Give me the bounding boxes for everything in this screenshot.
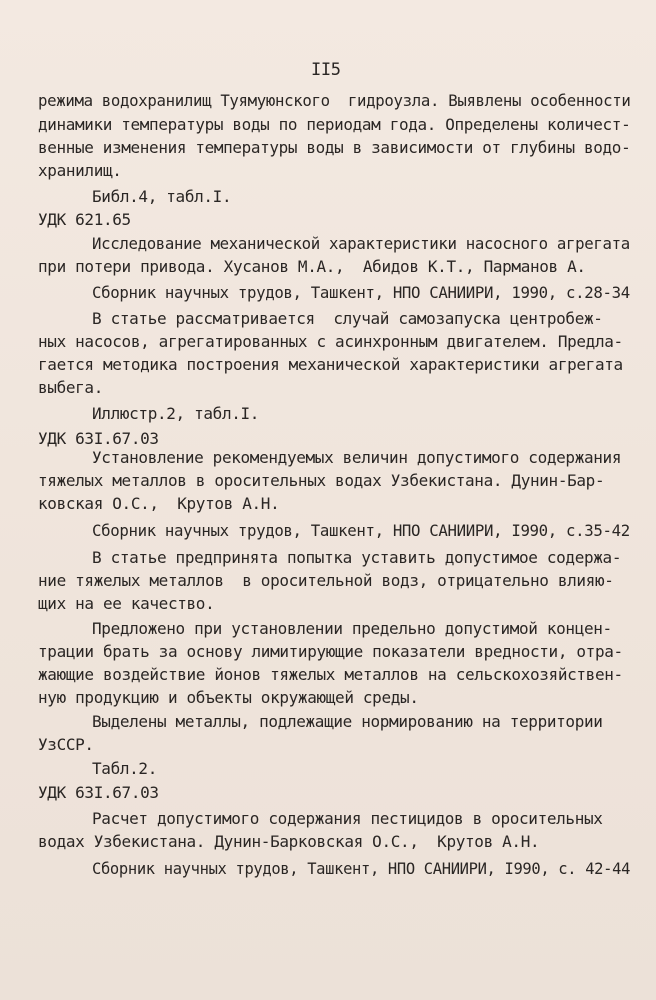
article-title: водах Узбекистана. Дунин-Барковская О.С., Крутов А.Н.	[38, 832, 540, 851]
abstract-line: Предложено при установлении предельно допустимой концен-	[92, 619, 612, 638]
article-title: Установление рекомендуемых величин допустимого содержания	[92, 448, 622, 467]
abstract-line: гается методика построения механической характеристики агрегата	[38, 355, 623, 374]
article-title: Исследование механической характеристики насосного агрегата	[92, 234, 630, 253]
udc-code: УДК 621.65	[38, 210, 131, 229]
article-title: тяжелых металлов в оросительных водах Узбекистана. Дунин-Бар-	[38, 471, 605, 490]
article-title: Расчет допустимого содержания пестицидов в оросительных	[92, 809, 603, 828]
abstract-line: щих на ее качество.	[38, 594, 215, 613]
abstract-line: выбега.	[38, 378, 103, 397]
source-line: Сборник научных трудов, Ташкент, НПО САНИИРИ, I990, с. 42-44	[92, 859, 631, 878]
article-title: при потери привода. Хусанов М.А., Абидов К.Т., Парманов А.	[38, 257, 586, 276]
source-line: Сборник научных трудов, Ташкент, НПО САНИИРИ, I990, с.35-42	[92, 521, 630, 540]
text-line: режима водохранилищ Туямуюнского гидроузла. Выявлены особенности	[38, 91, 631, 110]
article-title: ковская О.С., Крутов А.Н.	[38, 494, 280, 513]
abstract-line: В статье рассматривается случай самозапуска центробеж-	[92, 309, 603, 328]
bibliography-note: Табл.2.	[92, 759, 157, 778]
abstract-line: УзССР.	[38, 735, 94, 754]
bibliography-note: Библ.4, табл.I.	[92, 187, 232, 206]
udc-code: УДК 63I.67.03	[38, 429, 159, 448]
text-line: хранилищ.	[38, 161, 122, 180]
abstract-line: трации брать за основу лимитирующие показатели вредности, отра-	[38, 642, 623, 661]
bibliography-note: Иллюстр.2, табл.I.	[92, 404, 260, 423]
udc-code: УДК 63I.67.03	[38, 783, 159, 802]
abstract-line: Выделены металлы, подлежащие нормированию на территории	[92, 712, 603, 731]
abstract-line: жающие воздействие йонов тяжелых металлов на сельскохозяйствен-	[38, 665, 623, 684]
page-number: II5	[311, 60, 341, 80]
source-line: Сборник научных трудов, Ташкент, НПО САНИИРИ, 1990, с.28-34	[92, 283, 630, 302]
abstract-line: ных насосов, агрегатированных с асинхронным двигателем. Предла-	[38, 332, 623, 351]
abstract-line: ную продукцию и объекты окружающей среды.	[38, 688, 419, 707]
text-line: венные изменения температуры воды в зависимости от глубины водо-	[38, 138, 631, 157]
abstract-line: ние тяжелых металлов в оросительной водз, отрицательно влияю-	[38, 571, 614, 590]
abstract-line: В статье предпринята попытка уставить допустимое содержа-	[92, 548, 622, 567]
text-line: динамики температуры воды по периодам года. Определены количест-	[38, 115, 631, 134]
